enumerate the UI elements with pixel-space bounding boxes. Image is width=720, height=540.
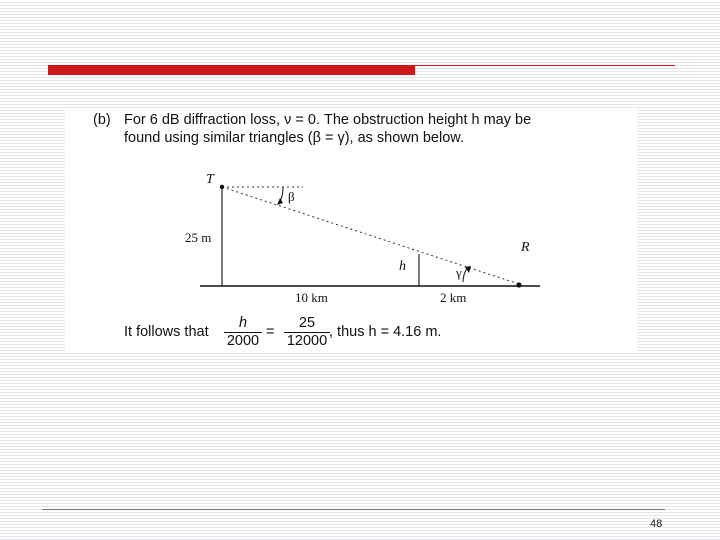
conclusion-tail: , thus h = 4.16 m.	[329, 324, 442, 340]
receiver-label: R	[521, 240, 530, 255]
beta-arrow-head	[277, 198, 283, 205]
distance2-label: 2 km	[440, 290, 467, 305]
line-of-sight	[222, 187, 519, 284]
part-label: (b)	[93, 112, 111, 128]
fraction2-numerator: 25	[284, 316, 330, 333]
page-number: 48	[650, 518, 663, 530]
gamma-angle-arc	[463, 268, 467, 282]
similar-triangles-diagram	[65, 108, 637, 353]
fraction-h-over-2000	[224, 316, 262, 349]
transmitter-point	[220, 185, 224, 189]
title-accent-bar	[48, 65, 415, 75]
height-label: 25 m	[185, 230, 212, 245]
transmitter-label: T	[206, 172, 214, 187]
footer-rule	[42, 509, 665, 510]
obstruction-label: h	[399, 259, 406, 274]
gamma-label: γ	[456, 265, 462, 280]
title-rule	[415, 65, 675, 66]
conclusion-lead: It follows that	[124, 324, 209, 340]
intro-line-1: For 6 dB diffraction loss, ν = 0. The obstruction height h may be	[124, 112, 532, 128]
fraction-25-over-12000	[284, 316, 330, 349]
intro-line-2: found using similar triangles (β = γ), as shown below.	[124, 130, 464, 146]
beta-label: β	[288, 189, 295, 204]
fraction1-denominator: 2000	[226, 333, 260, 349]
fraction2-denominator: 12000	[286, 333, 328, 349]
fraction1-numerator: h	[224, 316, 262, 333]
equals-sign: =	[266, 324, 275, 340]
receiver-point	[516, 282, 521, 287]
distance1-label: 10 km	[295, 290, 328, 305]
textbook-excerpt	[65, 108, 637, 353]
